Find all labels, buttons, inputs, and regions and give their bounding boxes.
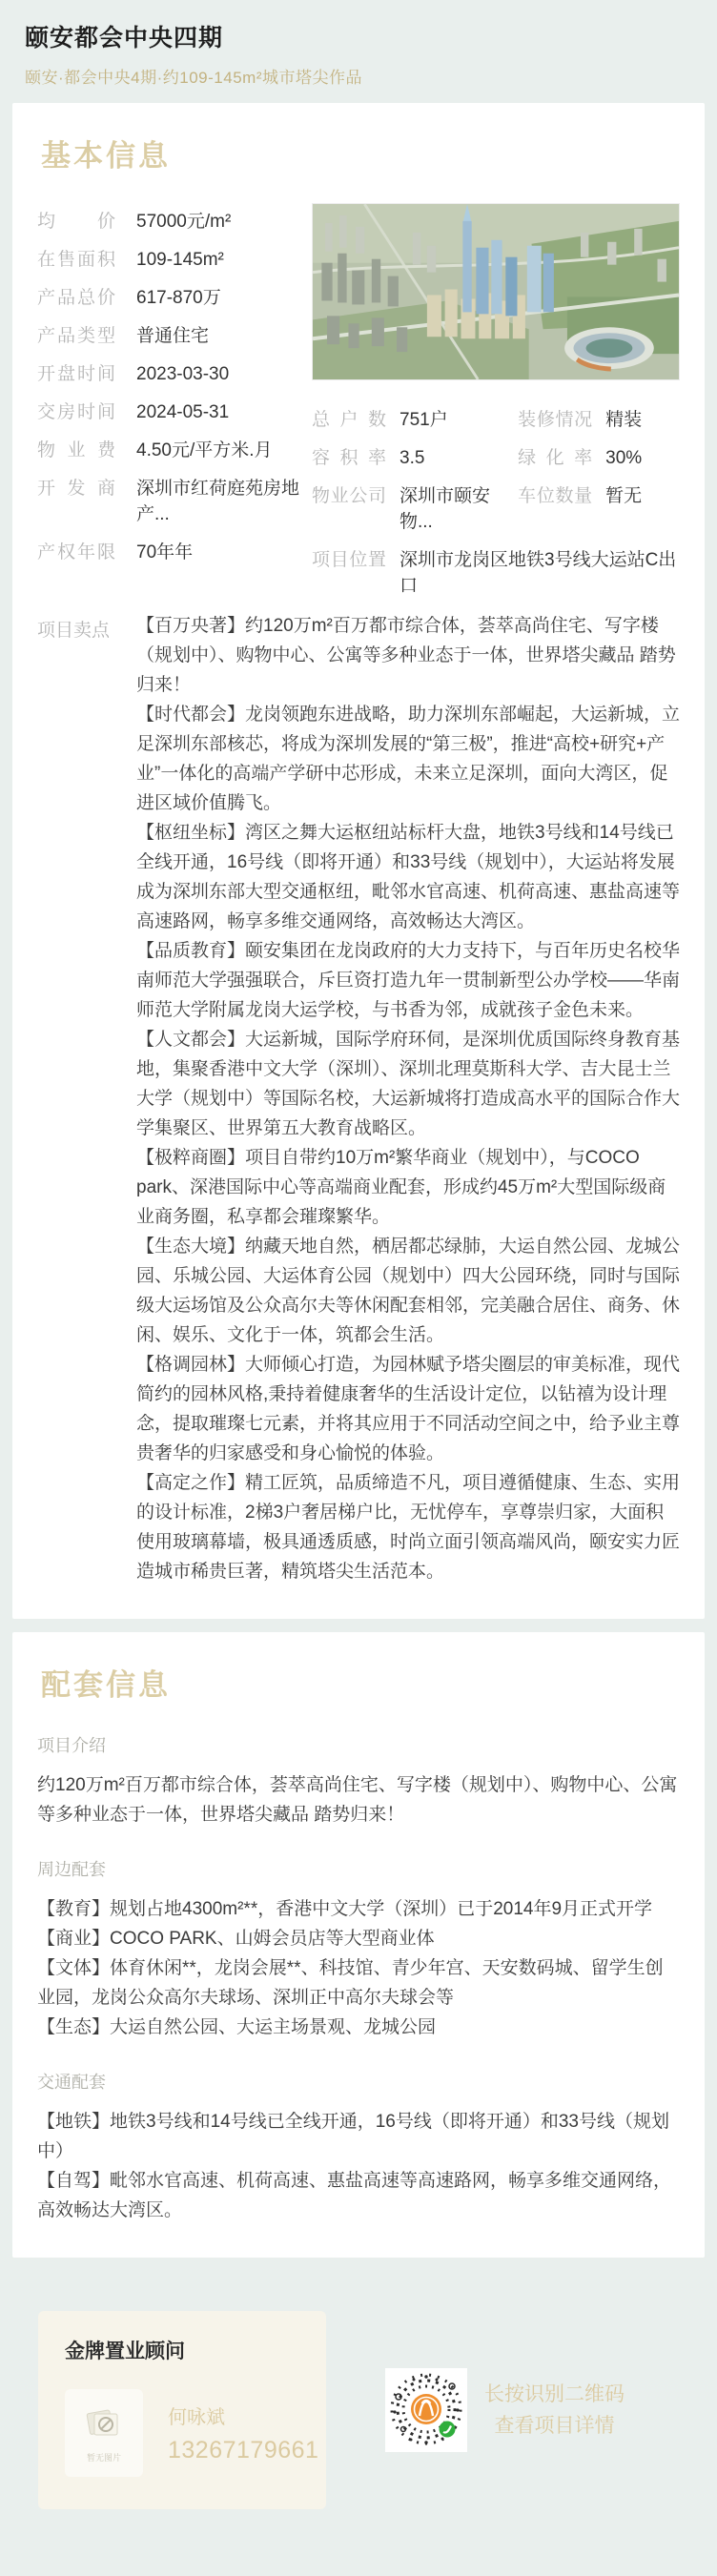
info-field-row (37, 245, 312, 271)
field-label: 项目位置 (312, 550, 386, 570)
facility-item: 【文体】体育休闲**，龙岗会展**、科技馆、青少年宫、天安数码城、留学生创业园，龙岗公众高尔夫球场、深圳正中高尔夫球会等 (37, 1958, 664, 2008)
field-value: 3.5 (399, 448, 425, 468)
miniprogram-qr-icon[interactable] (385, 2368, 467, 2452)
surrounding-facilities-list (37, 1894, 680, 2042)
info-field-row (37, 398, 312, 423)
field-value: 普通住宅 (136, 326, 210, 346)
field-value: 2023-03-30 (136, 364, 230, 384)
info-field-row (518, 443, 680, 469)
selling-points-label: 项目卖点 (37, 621, 111, 641)
field-label: 开发商 (37, 479, 115, 499)
surrounding-facilities-label: 周边配套 (37, 1860, 106, 1879)
consultant-name: 何咏斌 (168, 2407, 225, 2428)
info-field-row (37, 321, 312, 347)
facility-item: 【商业】COCO PARK、山姆会员店等大型商业体 (37, 1929, 435, 1949)
basic-info-card (12, 103, 705, 1619)
selling-point-paragraph: 【高定之作】精工匠筑，品质缔造不凡，项目遵循健康、生态、实用的设计标准，2梯3户奢居梯户比，无忧停车，享尊崇归家，大面积使用玻璃幕墙，极具通透质感，时尚立面引领高端风尚，颐安实力匠造城市稀贵巨著，精筑塔尖生活范本。 (136, 1473, 681, 1582)
field-value: 2024-05-31 (136, 402, 230, 422)
no-image-icon (83, 2402, 125, 2449)
no-image-text: 暂无图片 (86, 2453, 121, 2463)
field-label: 车位数量 (518, 486, 593, 506)
info-field-row (518, 405, 680, 431)
field-label: 装修情况 (518, 410, 593, 430)
consultant-row (65, 2389, 319, 2477)
info-field-row (37, 359, 312, 385)
facility-item: 【地铁】地铁3号线和14号线已全线开通，16号线（即将开通）和33号线（规划中） (37, 2112, 669, 2161)
project-aerial-rendering-image[interactable] (312, 203, 680, 380)
project-intro-text: 约120万m²百万都市综合体，荟萃高尚住宅、写字楼（规划中）、购物中心、公寓等多种业态于一体，世界塔尖藏品 踏势归来！ (37, 1775, 678, 1825)
field-value: 70年年 (136, 542, 194, 562)
project-location-row (312, 545, 680, 597)
facilities-heading: 配套信息 (41, 1668, 171, 1702)
consultant-phone[interactable]: 13267179661 (168, 2437, 319, 2464)
page-subtitle: 颐安·都会中央4期·约109-145m²城市塔尖作品 (25, 69, 362, 87)
qr-panel (385, 2368, 625, 2452)
traffic-facilities-list (37, 2107, 680, 2225)
field-label: 在售面积 (37, 250, 115, 270)
selling-point-paragraph: 【生态大境】纳藏天地自然，栖居都芯绿肺，大运自然公园、龙城公园、乐城公园、大运体育公园（规划中）四大公园环绕，同时与国际级大运场馆及公众高尔夫等休闲配套相邻，完美融合居住、商务、休闲、娱乐、文化于一体，筑都会生活。 (136, 1237, 681, 1345)
field-value: 4.50元/平方米.月 (136, 440, 273, 460)
info-field-row (37, 474, 312, 525)
field-value: 57000元/m² (136, 212, 232, 232)
field-value: 617-870万 (136, 288, 221, 308)
field-value: 109-145m² (136, 250, 224, 270)
selling-point-paragraph: 【人文都会】大运新城，国际学府环伺，是深圳优质国际终身教育基地，集聚香港中文大学（深圳）、深圳北理莫斯科大学、吉大昆士兰大学（规划中）等国际名校，大运新城将打造成高水平的国际合作大学集聚区、世界第五大教育战略区。 (136, 1030, 681, 1138)
info-field-row (37, 436, 312, 461)
field-value: 30% (605, 448, 643, 468)
page-header (0, 0, 717, 103)
project-intro-label: 项目介绍 (37, 1736, 106, 1755)
info-field-row (518, 481, 680, 533)
field-label: 总户数 (312, 410, 386, 430)
field-label: 均价 (37, 212, 115, 232)
field-value: 深圳市龙岗区地铁3号线大运站C出口 (399, 550, 677, 596)
field-value: 深圳市红荷庭苑房地产... (136, 479, 300, 524)
selling-point-paragraph: 【格调园林】大师倾心打造，为园林赋予塔尖圈层的审美标准，现代简约的园林风格,秉持着健康奢华的生活设计定位，以钻禧为设计理念，提取璀璨七元素，并将其应用于不同活动空间之中，给予业主尊贵奢华的归家感受和身心愉悦的体验。 (136, 1355, 681, 1463)
basic-info-left-fields (37, 203, 312, 576)
info-field-row (312, 481, 518, 533)
selling-point-paragraph: 【枢纽坐标】湾区之舞大运枢纽站标杆大盘，地铁3号线和14号线已全线开通，16号线（即将开通）和33号线（规划中），大运站将发展成为深圳东部大型交通枢纽，毗邻水官高速、机荷高速、惠盐高速等高速路网，畅享多维交通网络，高效畅达大湾区。 (136, 823, 681, 931)
selling-points-body (136, 611, 680, 1586)
info-field-row (37, 538, 312, 563)
facility-item: 【教育】规划占地4300m²**，香港中文大学（深圳）已于2014年9月正式开学 (37, 1899, 653, 1919)
facilities-card (12, 1632, 705, 2258)
consultant-card-title: 金牌置业顾问 (65, 2341, 185, 2362)
info-field-row (312, 443, 518, 469)
basic-info-heading: 基本信息 (41, 139, 171, 173)
footer (0, 2271, 717, 2547)
page-title: 颐安都会中央四期 (25, 25, 224, 51)
selling-points-section (37, 611, 680, 1586)
info-field-row (37, 207, 312, 233)
field-value: 深圳市颐安物... (399, 486, 491, 532)
qr-caption-line2: 查看项目详情 (494, 2415, 615, 2437)
wechat-icon (440, 2422, 456, 2438)
field-label: 产品总价 (37, 288, 115, 308)
facility-item: 【生态】大运自然公园、大运主场景观、龙城公园 (37, 2017, 437, 2037)
traffic-facilities-label: 交通配套 (37, 2073, 106, 2092)
field-value: 暂无 (605, 486, 643, 506)
selling-point-paragraph: 【极粹商圈】项目自带约10万m²繁华商业（规划中），与COCO park、深港国际中心等高端商业配套，形成约45万m²大型国际级商业商务圈，私享都会璀璨繁华。 (136, 1148, 666, 1227)
selling-point-paragraph: 【时代都会】龙岗领跑东进战略，助力深圳东部崛起，大运新城，立足深圳东部核芯，将成为深圳发展的“第三极”，推进“高校+研究+产业”一体化的高端产学研中芯形成，未来立足深圳，面向大湾区，促进区域价值腾飞。 (136, 705, 681, 813)
info-field-row (37, 283, 312, 309)
basic-info-right-column (312, 203, 680, 597)
field-label: 绿化率 (518, 448, 593, 468)
field-label: 开盘时间 (37, 364, 115, 384)
consultant-card[interactable] (38, 2311, 326, 2509)
field-label: 交房时间 (37, 402, 115, 422)
field-value: 751户 (399, 410, 448, 430)
selling-point-paragraph: 【品质教育】颐安集团在龙岗政府的大力支持下，与百年历史名校华南师范大学强强联合，斥巨资打造九年一贯制新型公办学校——华南师范大学附属龙岗大运学校，与书香为邻，成就孩子金色未来。 (136, 941, 681, 1020)
basic-info-top (37, 203, 680, 597)
selling-point-paragraph: 【百万央著】约120万m²百万都市综合体，荟萃高尚住宅、写字楼（规划中）、购物中心、公寓等多种业态于一体，世界塔尖藏品 踏势归来！ (136, 616, 676, 695)
consultant-avatar-placeholder (65, 2389, 143, 2477)
field-label: 产品类型 (37, 326, 115, 346)
qr-caption (484, 2379, 625, 2442)
field-label: 物业公司 (312, 486, 386, 506)
field-label: 物业费 (37, 440, 115, 460)
field-value: 精装 (605, 410, 643, 430)
consultant-info (168, 2402, 318, 2464)
basic-info-right-fields (312, 405, 680, 533)
qr-caption-line1: 长按识别二维码 (484, 2383, 625, 2405)
field-label: 容积率 (312, 448, 386, 468)
info-field-row (312, 405, 518, 431)
field-label: 产权年限 (37, 542, 115, 562)
facility-item: 【自驾】毗邻水官高速、机荷高速、惠盐高速等高速路网，畅享多维交通网络，高效畅达大湾区。 (37, 2171, 672, 2220)
